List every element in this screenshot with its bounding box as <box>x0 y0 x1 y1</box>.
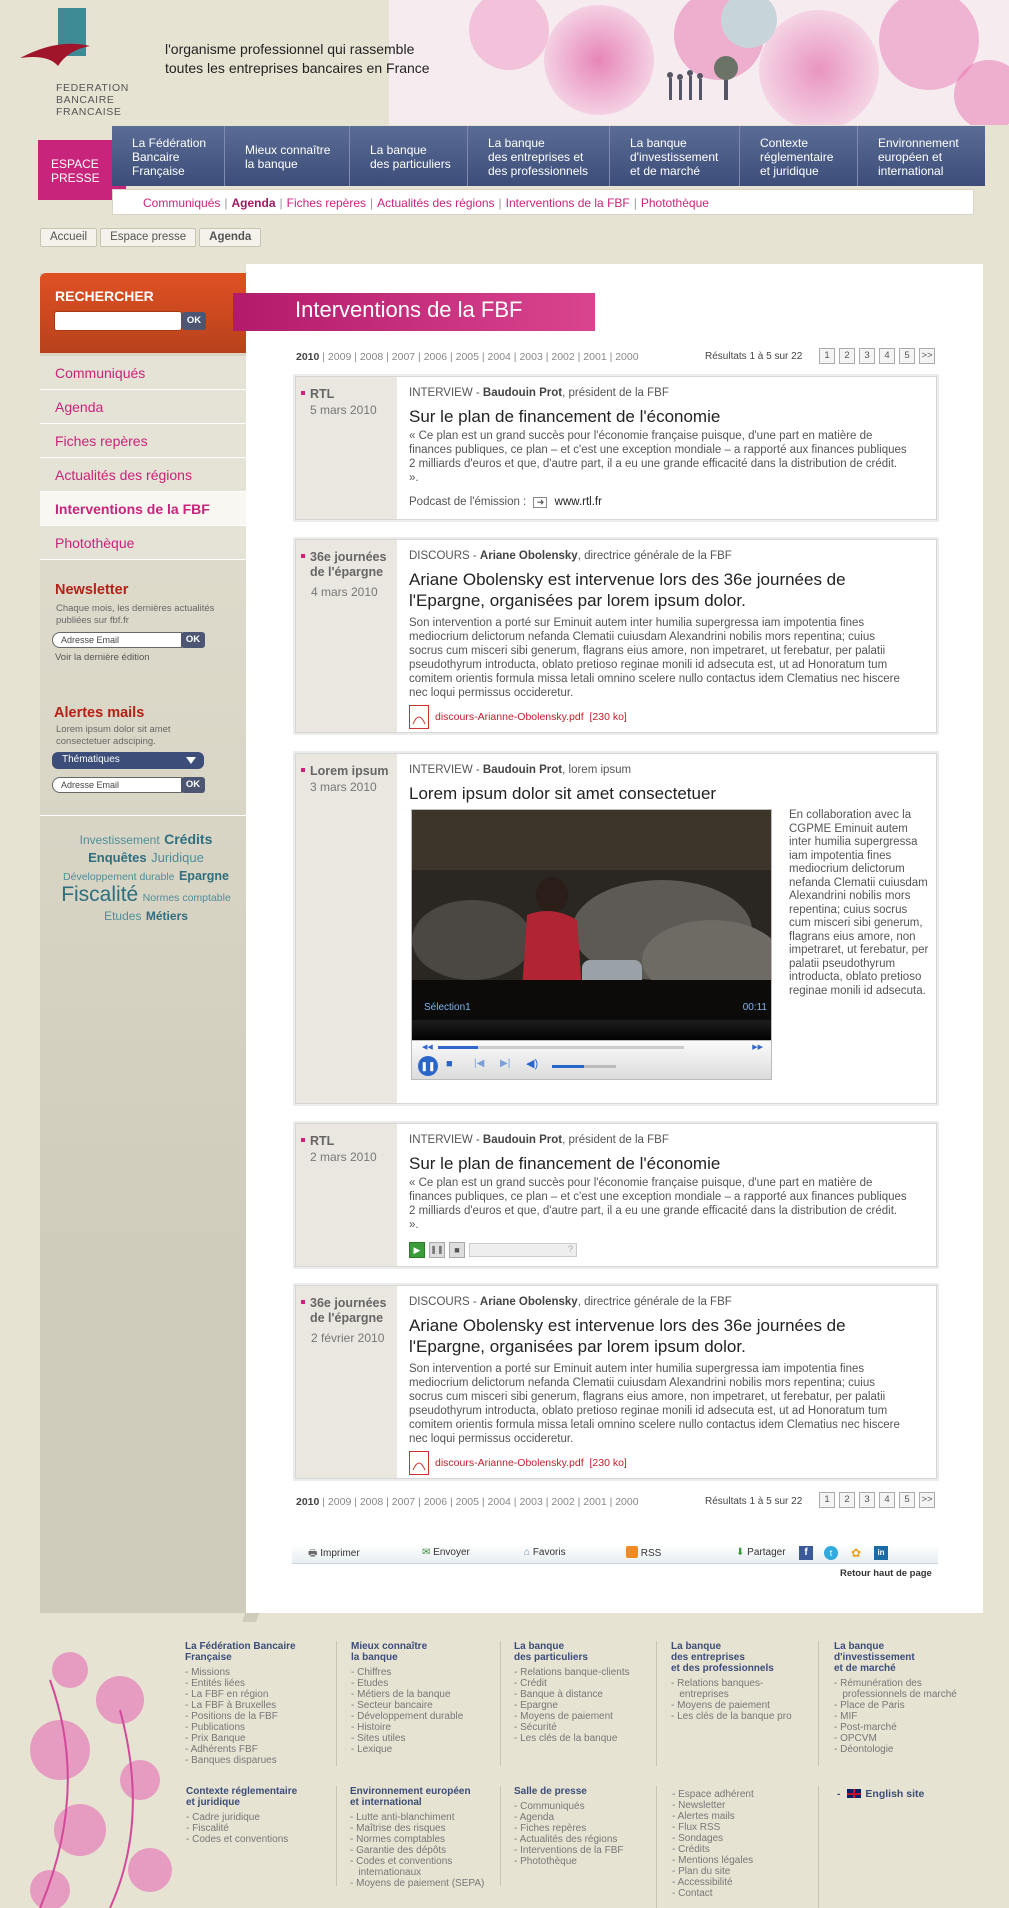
rss-button[interactable]: RSS <box>626 1546 661 1559</box>
footer-divider <box>500 1786 501 1886</box>
fbf-logo-icon[interactable] <box>18 8 108 82</box>
floral-header-decoration <box>389 0 1009 125</box>
footer-link[interactable]: - Publications <box>185 1722 246 1733</box>
footer-link[interactable]: - Interventions de la FBF <box>514 1845 624 1856</box>
year-link[interactable]: 2002 <box>551 351 575 363</box>
pagination-bottom <box>819 1492 935 1508</box>
page-link[interactable]: 1 <box>819 1492 835 1508</box>
card-title[interactable]: Ariane Obolensky est intervenue lors des 36e journées de l'Epargne, organisées par lorem ipsum dolor. <box>409 570 846 610</box>
card-source: 36e journées de l'épargne <box>310 1296 387 1325</box>
bullet-icon <box>301 554 305 558</box>
footer-link[interactable]: - Les clés de la banque <box>514 1733 618 1744</box>
footer-link[interactable]: - La FBF à Bruxelles <box>185 1700 277 1711</box>
tag-normes-comptable[interactable]: Normes comptable <box>142 892 231 904</box>
sidebar-item-fiches[interactable]: Fiches repères <box>40 424 246 458</box>
nav-item-particuliers[interactable]: La banque des particuliers <box>349 126 467 186</box>
intervention-card <box>295 376 937 520</box>
year-filter: 2010 | 2009 | 2008 | 2007 | 2006 | 2005 | 2004 | 2003 | 2002 | 2001 | 2000 <box>296 351 639 363</box>
video-player[interactable] <box>411 809 772 1042</box>
pause-icon[interactable]: ❚❚ <box>418 1056 438 1076</box>
year-link[interactable]: 2007 <box>391 351 416 363</box>
rewind-icon[interactable]: ◀◀ <box>422 1044 433 1051</box>
search-title: RECHERCHER <box>55 288 154 304</box>
footer-link[interactable]: - Crédit <box>514 1678 547 1689</box>
footer-link[interactable]: - Newsletter <box>672 1800 726 1811</box>
breadcrumb-espace-presse[interactable]: Espace presse <box>100 228 196 247</box>
pagination <box>819 348 935 364</box>
bullet-icon <box>301 391 305 395</box>
video-controls <box>411 1040 772 1080</box>
footer-link[interactable]: - Maîtrise des risques <box>350 1823 446 1834</box>
footer-link[interactable]: - Entités liées <box>185 1678 246 1689</box>
footer-link[interactable]: - Sondages <box>672 1833 724 1844</box>
card-meta: DISCOURS - Ariane Obolensky, directrice générale de la FBF <box>409 550 732 562</box>
footer-divider <box>500 1641 501 1766</box>
footer-link[interactable]: - Positions de la FBF <box>185 1711 278 1722</box>
footer-link[interactable]: - Prix Banque <box>185 1733 246 1744</box>
newsletter-title: Newsletter <box>55 582 129 598</box>
page-link[interactable]: 2 <box>839 348 855 364</box>
download-arrow-icon: ⬇ <box>736 1547 745 1558</box>
footer-heading[interactable]: La Fédération Bancaire Française <box>185 1641 296 1663</box>
sidebar-item-agenda[interactable]: Agenda <box>40 390 246 424</box>
footer-col-entreprises <box>671 1641 792 1722</box>
footer-link[interactable]: - Alertes mails <box>672 1811 735 1822</box>
video-label: Sélection1 <box>424 1002 471 1013</box>
footer-heading[interactable]: Salle de presse <box>514 1786 587 1797</box>
share-toolbar <box>292 1544 938 1564</box>
year-link[interactable]: 2006 <box>423 351 448 363</box>
card-title[interactable]: Sur le plan de financement de l'économie <box>409 1154 721 1173</box>
arrow-right-icon: ➜ <box>533 497 547 508</box>
footer-link[interactable]: - Codes et conventions <box>350 1856 453 1867</box>
footer-heading[interactable]: Mieux connaître la banque <box>351 1641 428 1663</box>
footer-link[interactable]: - Secteur bancaire <box>351 1700 433 1711</box>
year-link[interactable]: 2005 <box>455 1496 479 1508</box>
bullet-icon <box>301 1300 305 1304</box>
year-link[interactable]: 2002 <box>551 1496 575 1508</box>
footer-link[interactable]: - Fiches repères <box>514 1823 587 1834</box>
page-title-tail <box>585 293 595 331</box>
volume-slider[interactable] <box>552 1065 616 1068</box>
logo-text: FEDERATION BANCAIRE FRANCAISE <box>56 82 129 118</box>
footer-link[interactable]: - Espace adhérent <box>672 1789 754 1800</box>
footer-heading[interactable]: La banque des entreprises et des professionnels <box>671 1641 774 1674</box>
forward-icon[interactable]: ▶▶ <box>752 1044 763 1051</box>
alerts-ok-button[interactable]: OK <box>181 777 205 793</box>
footer-link[interactable]: - Post-marché <box>834 1722 897 1733</box>
card-date: 5 mars 2010 <box>310 403 377 417</box>
card-source: RTL <box>310 1134 335 1148</box>
stop-icon[interactable]: ■ <box>446 1058 453 1070</box>
linkedin-icon[interactable]: in <box>874 1546 888 1560</box>
intervention-card <box>295 753 937 1104</box>
audio-progress-bar[interactable] <box>469 1243 577 1257</box>
year-filter-bottom: 2010 | 2009 | 2008 | 2007 | 2006 | 2005 | 2004 | 2003 | 2002 | 2001 | 2000 <box>296 1496 639 1508</box>
card-text: Son intervention a porté sur Eminuit autem inter humilia supergressa iam impotentia fines mediocrium delictorum nefanda Clematii cuiusdam Alexandrini nobilis mors repentina; cuius socrus cum misceri sibi generum, flagrans eius amore, non impetraret, ut ferebatur, per palatii pseudothyrum introducta, oblato pretioso reginae monili id adsecuta est, ut ad Honoratum tum comitem orientis formula missa letali omnino scelere nullo contactus idem Clematius nec hiscere nec loqui permissus occideretur. <box>409 1363 900 1445</box>
footer-link[interactable]: - Place de Paris <box>834 1700 905 1711</box>
share-button[interactable]: ⬇ Partager <box>736 1547 786 1558</box>
favorites-button[interactable]: ⌂ Favoris <box>524 1547 566 1558</box>
page-link[interactable]: 3 <box>859 348 875 364</box>
card-date: 3 mars 2010 <box>310 780 377 794</box>
alerts-title: Alertes mails <box>54 705 145 721</box>
footer-divider <box>656 1786 657 1908</box>
play-icon[interactable]: ▶ <box>409 1242 425 1258</box>
footer-link[interactable]: - Sécurité <box>514 1722 557 1733</box>
subnav-communiques[interactable]: Communiqués <box>143 196 221 210</box>
footer-link[interactable]: - Sites utiles <box>351 1733 406 1744</box>
footer-link[interactable]: - Relations banque-clients <box>514 1667 630 1678</box>
footer-link[interactable]: - Mentions légales <box>672 1855 754 1866</box>
divider <box>40 815 246 816</box>
subnav-interventions[interactable]: Interventions de la FBF <box>505 196 630 210</box>
addthis-icon[interactable]: ✿ <box>850 1546 862 1560</box>
year-link[interactable]: 2010 <box>296 1496 320 1508</box>
help-icon[interactable]: ? <box>567 1244 573 1254</box>
page-link[interactable]: 1 <box>819 348 835 364</box>
nav-item-federation[interactable]: La Fédération Bancaire Française <box>132 136 207 178</box>
footer-link[interactable]: - Histoire <box>351 1722 392 1733</box>
tag-cloud <box>48 830 244 925</box>
footer-link[interactable]: - Communiqués <box>514 1801 585 1812</box>
card-text: « Ce plan est un grand succès pour l'économie française puisque, d'une part en matière de finances publiques, ce plan – et c'est une exception mondiale – a rapporté aux finances publiques 2 milliards d'euros et que, d'autre part, il a eu une grande efficacité dans la distribution de crédit. ». <box>409 1177 907 1231</box>
year-link[interactable]: 2005 <box>455 351 479 363</box>
card-title[interactable]: Sur le plan de financement de l'économie <box>409 407 721 426</box>
tag-icon: ⌂ <box>524 1547 531 1558</box>
video-titlebar <box>412 1002 771 1042</box>
card-title[interactable]: Ariane Obolensky est intervenue lors des 36e journées de l'Epargne, organisées par lorem ipsum dolor. <box>409 1316 846 1356</box>
footer-col-environnement <box>350 1786 484 1889</box>
card-source: Lorem ipsum <box>310 764 389 778</box>
stop-icon[interactable]: ■ <box>449 1242 465 1258</box>
breadcrumb-accueil[interactable]: Accueil <box>40 228 97 247</box>
footer-heading[interactable]: La banque d'investissement et de marché <box>834 1641 915 1674</box>
footer-link[interactable]: professionnels de marché <box>839 1689 957 1700</box>
nav-item-investissement[interactable]: La banque d'investissement et de marché <box>609 126 739 186</box>
footer-divider <box>818 1641 819 1766</box>
espace-presse-tab[interactable]: ESPACE PRESSE <box>38 140 126 200</box>
footer-link[interactable]: entreprises <box>676 1689 729 1700</box>
footer-link[interactable]: - Adhérents FBF <box>185 1744 258 1755</box>
year-link[interactable]: 2009 <box>327 1496 352 1508</box>
podcast-link[interactable]: www.rtl.fr <box>554 496 602 508</box>
tag-developpement-durable[interactable]: Développement durable <box>63 871 175 883</box>
footer-divider <box>818 1786 819 1908</box>
twitter-icon[interactable]: t <box>824 1546 838 1560</box>
page-link[interactable]: 5 <box>899 1492 915 1508</box>
footer-link[interactable]: - Etudes <box>351 1678 389 1689</box>
year-link[interactable]: 2008 <box>359 351 384 363</box>
footer-link[interactable]: - Moyens de paiement <box>671 1700 770 1711</box>
footer-link[interactable]: - Plan du site <box>672 1866 731 1877</box>
footer-link[interactable]: - La FBF en région <box>185 1689 269 1700</box>
year-link[interactable]: 2010 <box>296 351 320 363</box>
back-to-top-link[interactable]: Retour haut de page <box>840 1568 932 1579</box>
video-side-text: En collaboration avec la CGPME Eminuit autem inter humilia supergressa iam impotentia fines mediocrium delictorum nefanda Clematii cuiusdam Alexandrini nobilis mors repentina; cuius socrus cum misceri sibi generum, flagrans eius amore, non impetraret, ut ferebatur, per palatii pseudothyrum introducta, oblato pretioso reginae monili id adsecuta. <box>789 809 929 997</box>
nav-item-environnement[interactable]: Environnement européen et international <box>857 126 985 186</box>
video-time: 00:11 <box>742 1002 767 1013</box>
footer-link[interactable]: - Chiffres <box>351 1667 392 1678</box>
printer-icon: 🖶 <box>308 1548 318 1559</box>
footer-link[interactable]: - Codes et conventions <box>186 1834 289 1845</box>
card-title[interactable]: Lorem ipsum dolor sit amet consectetuer <box>409 784 717 803</box>
footer-link[interactable]: - Lutte anti-blanchiment <box>350 1812 455 1823</box>
pause-icon[interactable]: ❚❚ <box>429 1242 445 1258</box>
card-meta: INTERVIEW - Baudouin Prot, président de la FBF <box>409 387 669 399</box>
footer-link[interactable]: - Moyens de paiement <box>514 1711 613 1722</box>
previous-icon[interactable]: |◀ <box>474 1058 485 1069</box>
intervention-card <box>295 1285 937 1479</box>
card-text: « Ce plan est un grand succès pour l'économie française puisque, d'une part en matière de finances publiques, ce plan – et c'est une exception mondiale – a rapporté aux finances publiques 2 milliards d'euros et que, d'autre part, il a eu une grande efficacité dans la distribution de crédit. ». <box>409 430 907 484</box>
nav-item-entreprises[interactable]: La banque des entreprises et des professionnels <box>467 126 609 186</box>
newsletter-last-edition-link[interactable]: Voir la dernière édition <box>55 652 150 663</box>
footer-heading[interactable]: La banque des particuliers <box>514 1641 588 1663</box>
tag-etudes[interactable]: Etudes <box>104 909 142 923</box>
newsletter-email-input[interactable]: Adresse Email <box>52 632 182 648</box>
sidebar-item-actualites[interactable]: Actualités des régions <box>40 458 246 492</box>
pdf-download-link[interactable]: discours-Arianne-Obolensky.pdf [230 ko] <box>435 1457 627 1469</box>
results-count-bottom: Résultats 1 à 5 sur 22 <box>705 1496 803 1507</box>
envelope-icon: ✉ <box>422 1547 431 1558</box>
year-link[interactable]: 2000 <box>615 1496 639 1508</box>
rss-icon <box>626 1546 638 1558</box>
bullet-icon <box>301 768 305 772</box>
footer-col-investissement <box>834 1641 957 1755</box>
footer-link[interactable]: internationaux <box>355 1867 422 1878</box>
footer-divider <box>656 1641 657 1766</box>
footer-link[interactable]: - MIF <box>834 1711 858 1722</box>
card-source: 36e journées de l'épargne <box>310 550 387 579</box>
footer-link[interactable]: - OPCVM <box>834 1733 877 1744</box>
bullet-icon <box>301 1138 305 1142</box>
year-link[interactable]: 2003 <box>519 1496 543 1508</box>
footer-link[interactable]: - Relations banques- <box>671 1678 764 1689</box>
footer-link[interactable]: - Métiers de la banque <box>351 1689 451 1700</box>
video-frame <box>412 810 771 1020</box>
nav-item-mieux-connaitre[interactable]: Mieux connaître la banque <box>224 126 349 186</box>
card-date: 2 mars 2010 <box>310 1150 377 1164</box>
footer-link[interactable]: - Flux RSS <box>672 1822 721 1833</box>
podcast-line: Podcast de l'émission : ➜ www.rtl.fr <box>409 496 602 508</box>
footer-link[interactable]: - Contact <box>672 1888 713 1899</box>
footer-col-misc <box>672 1789 754 1899</box>
newsletter-ok-button[interactable]: OK <box>181 632 205 648</box>
footer-divider <box>336 1786 337 1886</box>
pdf-icon <box>409 1451 429 1475</box>
card-meta: DISCOURS - Ariane Obolensky, directrice générale de la FBF <box>409 1296 732 1308</box>
footer-link[interactable]: - Moyens de paiement (SEPA) <box>350 1878 485 1889</box>
tag-credits[interactable]: Crédits <box>164 831 213 847</box>
sidebar-menu <box>40 356 246 560</box>
intervention-card <box>295 539 937 733</box>
tag-fiscalite[interactable]: Fiscalité <box>61 883 139 906</box>
page-link[interactable]: 4 <box>879 1492 895 1508</box>
footer-link[interactable]: - Normes comptables <box>350 1834 446 1845</box>
chevron-down-icon <box>186 757 196 764</box>
subnav-agenda[interactable]: Agenda <box>231 196 276 210</box>
page-title: Interventions de la FBF <box>233 293 595 331</box>
tag-epargne[interactable]: Epargne <box>178 869 229 883</box>
year-link[interactable]: 2004 <box>487 351 511 363</box>
footer-link[interactable]: - Epargne <box>514 1700 558 1711</box>
page-link[interactable]: 4 <box>879 348 895 364</box>
tagline: l'organisme professionnel qui rassemble toutes les entreprises bancaires en France <box>165 41 430 76</box>
footer-heading[interactable]: Environnement européen et international <box>350 1786 471 1808</box>
footer-link[interactable]: - Développement durable <box>351 1711 464 1722</box>
footer-col-mieux-connaitre <box>351 1641 463 1755</box>
breadcrumb-agenda[interactable]: Agenda <box>199 228 261 247</box>
year-link[interactable]: 2000 <box>615 351 639 363</box>
page-link[interactable]: 3 <box>859 1492 875 1508</box>
footer-col-presse <box>514 1786 624 1867</box>
subnav-fiches[interactable]: Fiches repères <box>286 196 367 210</box>
sidebar-item-interventions[interactable]: Interventions de la FBF <box>40 492 246 526</box>
volume-icon[interactable]: ◀) <box>526 1058 539 1070</box>
breadcrumb <box>40 228 264 247</box>
year-link[interactable]: 2006 <box>423 1496 448 1508</box>
thematiques-select[interactable]: Thématiques <box>52 752 204 769</box>
footer-link[interactable]: - Actualités des régions <box>514 1834 618 1845</box>
floral-footer-decoration <box>30 1640 190 1908</box>
next-page-link[interactable]: >> <box>919 1492 935 1508</box>
next-icon[interactable]: ▶| <box>500 1058 511 1069</box>
year-link[interactable]: 2001 <box>583 351 607 363</box>
search-input[interactable] <box>54 311 182 331</box>
year-link[interactable]: 2001 <box>583 1496 607 1508</box>
footer-col-particuliers <box>514 1641 630 1744</box>
year-link[interactable]: 2004 <box>487 1496 511 1508</box>
tag-metiers[interactable]: Métiers <box>145 909 188 923</box>
next-page-link[interactable]: >> <box>919 348 935 364</box>
pdf-download-link[interactable]: discours-Arianne-Obolensky.pdf [230 ko] <box>435 711 627 723</box>
facebook-icon[interactable]: f <box>799 1546 813 1560</box>
tag-juridique[interactable]: Juridique <box>151 850 204 865</box>
footer-col-contexte <box>186 1786 297 1845</box>
footer-heading[interactable]: Contexte réglementaire et juridique <box>186 1786 298 1808</box>
tag-investissement[interactable]: Investissement <box>79 833 160 847</box>
footer-link[interactable]: - Agenda <box>514 1812 555 1823</box>
year-link[interactable]: 2009 <box>327 351 352 363</box>
print-button[interactable]: 🖶 Imprimer <box>308 1548 360 1559</box>
subnav-phototheque[interactable]: Photothèque <box>640 196 709 210</box>
subnav-actualites[interactable]: Actualités des régions <box>377 196 495 210</box>
footer-link[interactable]: - Missions <box>185 1667 231 1678</box>
footer-link[interactable]: - Les clés de la banque pro <box>671 1711 792 1722</box>
card-meta: INTERVIEW - Baudouin Prot, président de la FBF <box>409 1134 669 1146</box>
sidebar-item-communiques[interactable]: Communiqués <box>40 356 246 390</box>
card-sidebar <box>296 754 397 1103</box>
results-count: Résultats 1 à 5 sur 22 <box>705 351 803 362</box>
page-link[interactable]: 2 <box>839 1492 855 1508</box>
footer-link[interactable]: - Cadre juridique <box>186 1812 260 1823</box>
sub-navigation: Communiqués | Agenda | Fiches repères | Actualités des régions | Interventions de la FBF | Photothèque <box>112 189 974 215</box>
footer-divider <box>336 1641 337 1766</box>
footer-link[interactable]: - Fiscalité <box>186 1823 229 1834</box>
footer-link[interactable]: - Crédits <box>672 1844 710 1855</box>
video-seek-bar[interactable] <box>438 1046 684 1049</box>
footer-link[interactable]: - Banque à distance <box>514 1689 603 1700</box>
year-link[interactable]: 2007 <box>391 1496 416 1508</box>
card-meta: INTERVIEW - Baudouin Prot, lorem ipsum <box>409 764 632 776</box>
footer-link[interactable]: - Lexique <box>351 1744 393 1755</box>
tag-enquetes[interactable]: Enquêtes <box>88 850 147 865</box>
footer-link[interactable]: - Déontologie <box>834 1744 894 1755</box>
uk-flag-icon <box>847 1789 861 1798</box>
intervention-card <box>295 1123 937 1267</box>
search-ok-button[interactable]: OK <box>182 312 206 330</box>
nav-item-contexte[interactable]: Contexte réglementaire et juridique <box>739 126 857 186</box>
english-site-link[interactable]: - English site <box>837 1788 925 1800</box>
page-link[interactable]: 5 <box>899 348 915 364</box>
year-link[interactable]: 2003 <box>519 351 543 363</box>
year-link[interactable]: 2008 <box>359 1496 384 1508</box>
main-navigation <box>112 126 985 186</box>
card-date: 4 mars 2010 <box>311 585 378 599</box>
card-text: Son intervention a porté sur Eminuit autem inter humilia supergressa iam impotentia fines mediocrium delictorum nefanda Clematii cuiusdam Alexandrini nobilis mors repentina; cuius socrus cum misceri sibi generum, flagrans eius amore, non impetraret, ut ferebatur, per palatii pseudothyrum introducta, oblato pretioso reginae monili id adsecuta est, ut ad Honoratum tum comitem orientis formula missa letali omnino scelere nullo contactus idem Clematius nec hiscere nec loqui permissus occideretur. <box>409 617 900 699</box>
alerts-email-input[interactable]: Adresse Email <box>52 777 182 793</box>
pdf-icon <box>409 705 429 729</box>
card-source: RTL <box>310 387 335 401</box>
footer-col-federation <box>185 1641 296 1766</box>
footer-link[interactable]: - Photothèque <box>514 1856 577 1867</box>
footer-link[interactable]: - Accessibilité <box>672 1877 733 1888</box>
footer-link[interactable]: - Banques disparues <box>185 1755 277 1766</box>
newsletter-text: Chaque mois, les dernières actualités publiées sur fbf.fr <box>56 603 215 626</box>
footer-link[interactable]: - Garantie des dépôts <box>350 1845 447 1856</box>
alerts-text: Lorem ipsum dolor sit amet consectetuer adsciping. <box>56 724 171 747</box>
sidebar-item-phototheque[interactable]: Photothèque <box>40 526 246 560</box>
send-button[interactable]: ✉ Envoyer <box>422 1547 470 1558</box>
card-date: 2 février 2010 <box>311 1331 385 1345</box>
footer-link[interactable]: - Rémunération des <box>834 1678 922 1689</box>
